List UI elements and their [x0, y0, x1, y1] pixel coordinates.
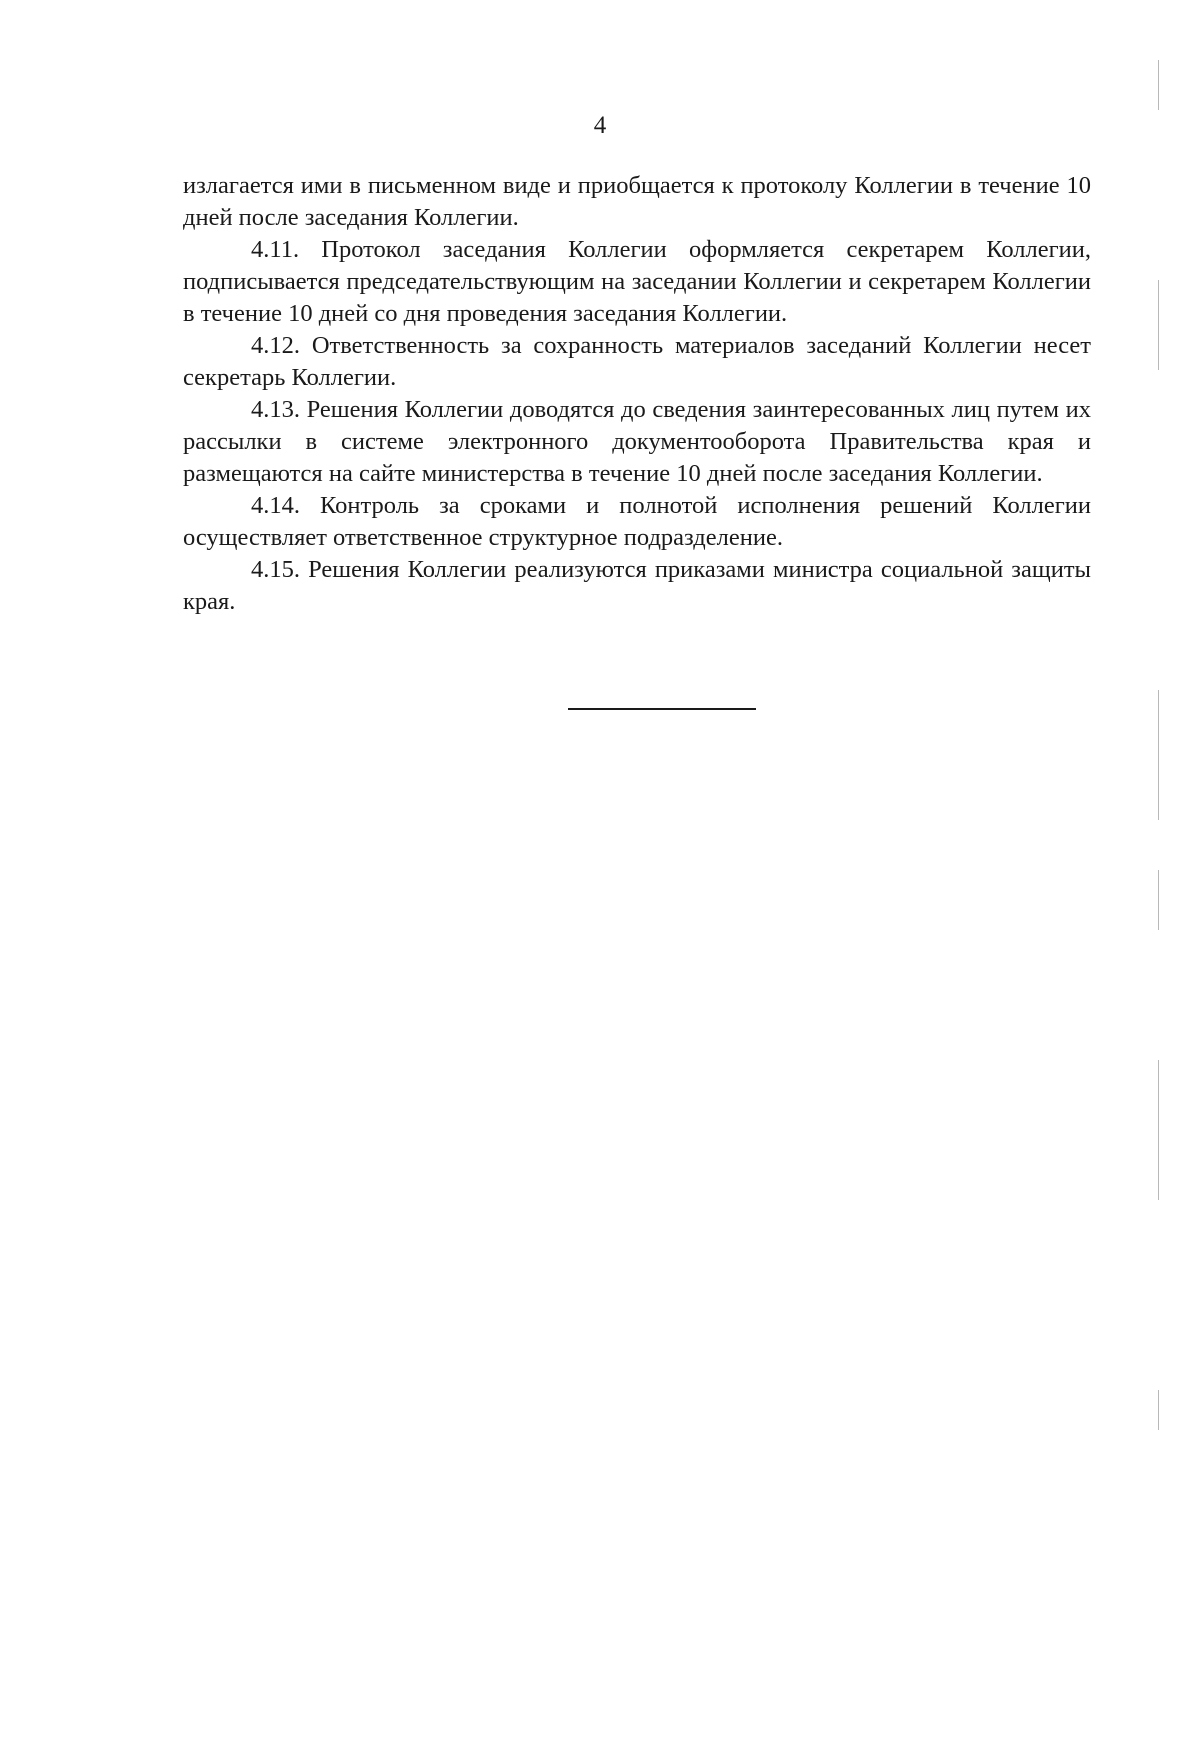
document-body [183, 170, 1091, 618]
paragraph-continuation: излагается ими в письменном виде и приобщается к протоколу Коллегии в течение 10 дней после заседания Коллегии. [183, 172, 1091, 231]
end-of-document-rule [568, 708, 756, 710]
paragraph-4-11: 4.11. Протокол заседания Коллегии оформляется секретарем Коллегии, подписывается председательствующим на заседании Коллегии и секретарем Коллегии в течение 10 дней со дня проведения заседания Коллегии. [183, 236, 1091, 327]
scan-edge-mark [1158, 1060, 1159, 1200]
paragraph-4-14: 4.14. Контроль за сроками и полнотой исполнения решений Коллегии осуществляет ответственное структурное подразделение. [183, 492, 1091, 551]
paragraph-4-15: 4.15. Решения Коллегии реализуются приказами министра социальной защиты края. [183, 556, 1091, 615]
scan-edge-mark [1158, 690, 1159, 820]
page-number: 4 [593, 112, 607, 139]
paragraph-4-13: 4.13. Решения Коллегии доводятся до сведения заинтересованных лиц путем их рассылки в системе электронного документооборота Правительства края и размещаются на сайте министерства в течение 10 дней после заседания Коллегии. [183, 396, 1091, 487]
scan-edge-mark [1158, 280, 1159, 370]
paragraph-4-12: 4.12. Ответственность за сохранность материалов заседаний Коллегии несет секретарь Коллегии. [183, 332, 1091, 391]
scan-edge-mark [1158, 1390, 1159, 1430]
scan-edge-mark [1158, 60, 1159, 110]
scan-edge-mark [1158, 870, 1159, 930]
